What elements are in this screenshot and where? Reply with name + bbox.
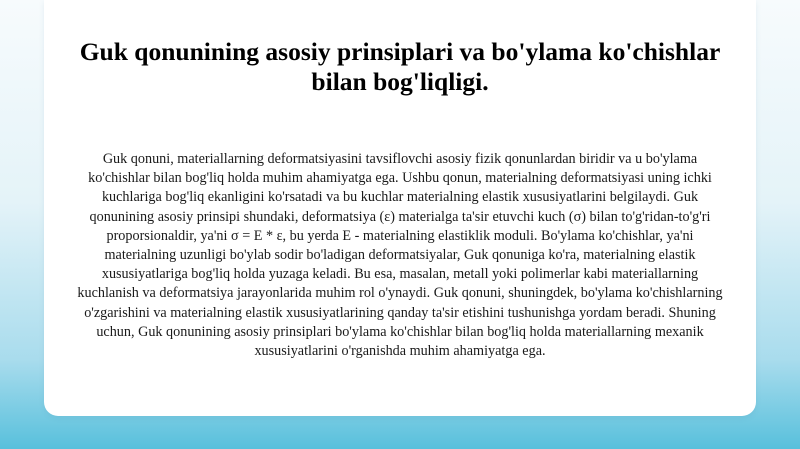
- slide-title-line-2: bilan bog'liqligi.: [311, 67, 489, 96]
- slide-card: [44, 0, 756, 416]
- slide-title-line-1: Guk qonunining asosiy prinsiplari va bo'ylama ko'chishlar: [79, 37, 721, 66]
- slide-title: [64, 37, 736, 97]
- slide-body-text: Guk qonuni, materiallarning deformatsiyasini tavsiflovchi asosiy fizik qonunlardan biridir va u bo'ylama ko'chishlar bilan bog'liq holda muhim ahamiyatga ega. Ushbu qonun, materialning deformatsiyasi uning ichki kuchlariga bog'liq ekanligini ko'rsatadi va bu kuchlar materialning elastik xususiyatlarini belgilaydi. Guk qonunining asosiy prinsipi shundaki, deformatsiya (ε) materialga ta'sir etuvchi kuch (σ) bilan to'g'ridan-to'g'ri proporsionaldir, ya'ni σ = E * ε, bu yerda E - materialning elastiklik moduli. Bo'ylama ko'chishlar, ya'ni materialning uzunligi bo'ylab sodir bo'ladigan deformatsiyalar, Guk qonuniga ko'ra, materialning elastik xususiyatlariga bog'liq holda yuzaga keladi. Bu esa, masalan, metall yoki polimerlar kabi materiallarning kuchlanish va deformatsiya jarayonlarida muhim rol o'ynaydi. Guk qonuni, shuningdek, bo'ylama ko'chishlarning o'zgarishini va materialning elastik xususiyatlarining qanday ta'sir etishini tushunishga yordam beradi. Shuning uchun, Guk qonunining asosiy prinsiplari bo'ylama ko'chishlar bilan bog'liq holda materiallarning mexanik xususiyatlarini o'rganishda muhim ahamiyatga ega.: [77, 151, 723, 360]
